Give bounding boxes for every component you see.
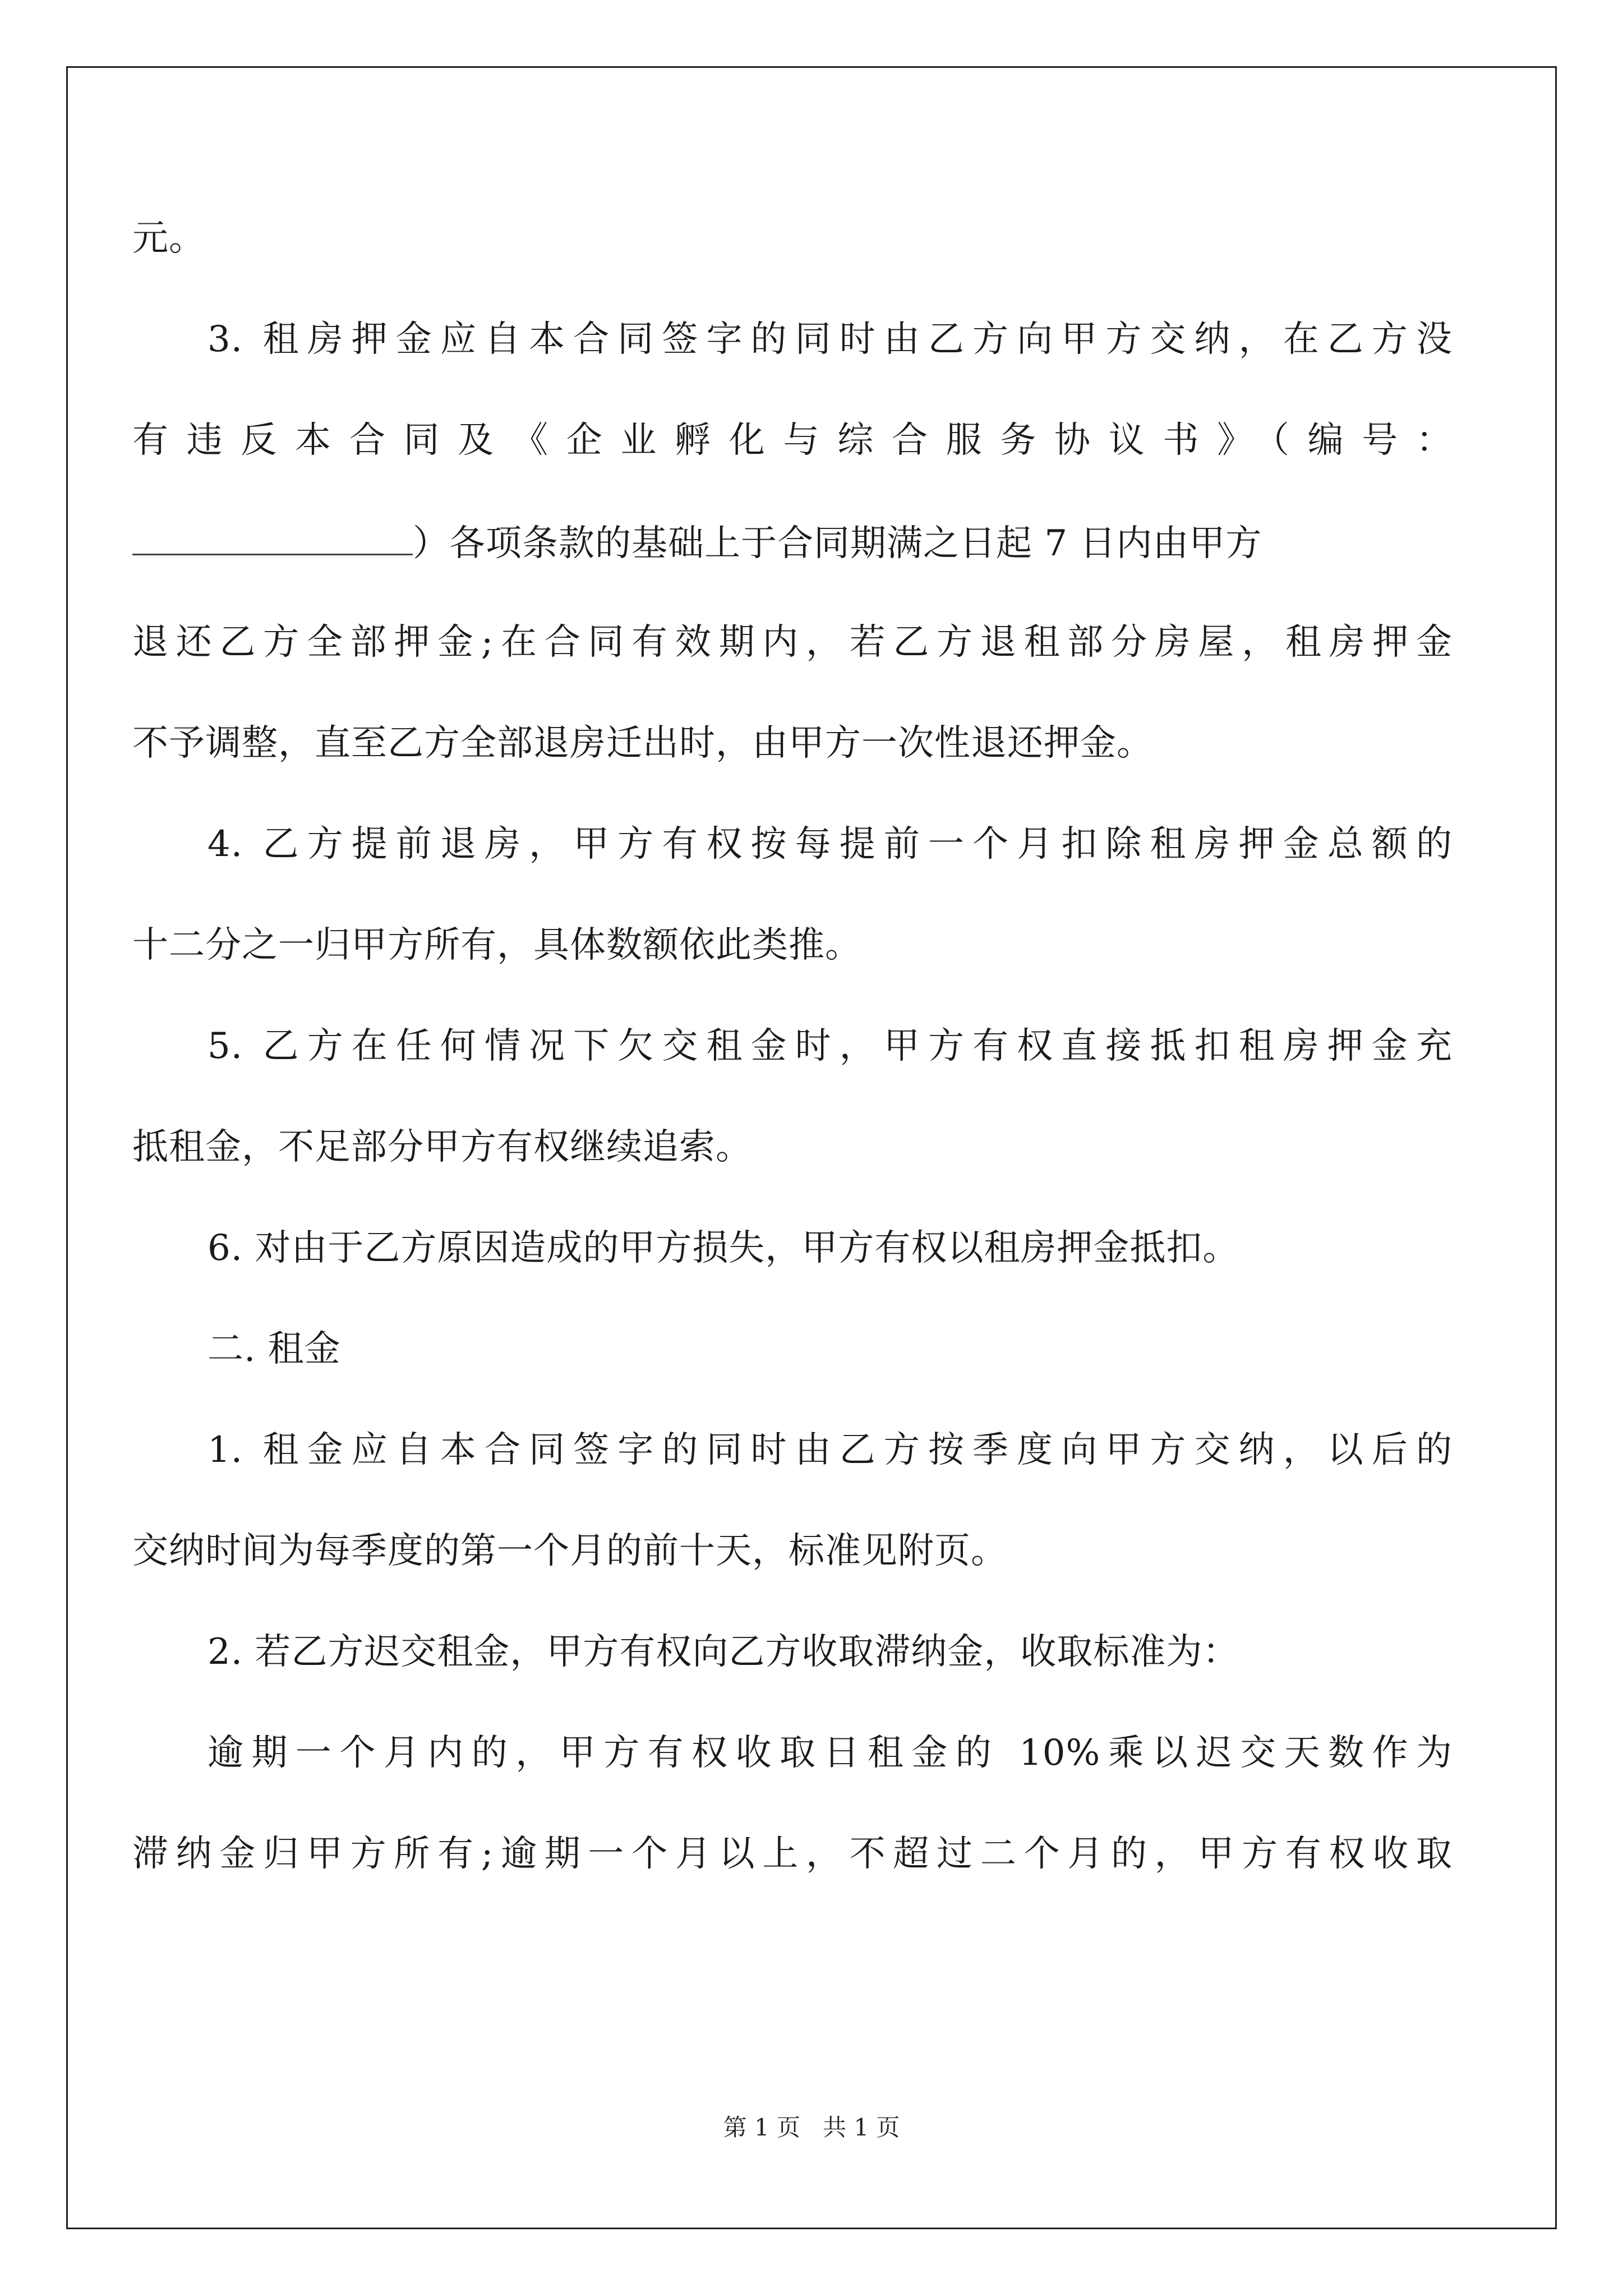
paragraph-3-line-3 (132, 519, 1490, 566)
paragraph-5-line-1: 5. 乙方在任何情况下欠交租金时，甲方有权直接抵扣租房押金充 (208, 1025, 1453, 1067)
page-footer (0, 2114, 1623, 2142)
paragraph-3-line-3-text: ）各项条款的基础上于合同期满之日起 7 日内由甲方 (413, 523, 1262, 564)
paragraph-3-line-5: 不予调整，直至乙方全部退房迁出时，由甲方一次性退还押金。 (132, 723, 1153, 764)
paragraph-4-line-1: 4. 乙方提前退房，甲方有权按每提前一个月扣除租房押金总额的 (208, 823, 1453, 865)
rent-paragraph-1-line-1: 1. 租金应自本合同签字的同时由乙方按季度向甲方交纳，以后的 (208, 1429, 1453, 1471)
rent-paragraph-1-line-2: 交纳时间为每季度的第一个月的前十天，标准见附页。 (132, 1530, 1007, 1572)
rent-paragraph-2-line-2: 逾期一个月内的，甲方有权收取日租金的 10%乘以迟交天数作为 (208, 1732, 1453, 1774)
text-line-1: 元。 (132, 218, 205, 259)
rent-paragraph-2-line-1: 2. 若乙方迟交租金，甲方有权向乙方收取滞纳金，收取标准为： (208, 1631, 1239, 1673)
section-heading-rent: 二. 租金 (208, 1328, 341, 1370)
paragraph-4-line-2: 十二分之一归甲方所有，具体数额依此类推。 (132, 924, 861, 966)
paragraph-3-line-4: 退还乙方全部押金;在合同有效期内，若乙方退租部分房屋，租房押金 (132, 622, 1453, 663)
paragraph-6-line-1: 6. 对由于乙方原因造成的甲方损失，甲方有权以租房押金抵扣。 (208, 1227, 1239, 1269)
rent-paragraph-2-line-3: 滞纳金归甲方所有;逾期一个月以上，不超过二个月的，甲方有权收取 (132, 1833, 1453, 1875)
paragraph-3-line-1: 3. 租房押金应自本合同签字的同时由乙方向甲方交纳，在乙方没 (208, 319, 1453, 360)
page-number-current: 第 1 页 (723, 2114, 800, 2141)
number-blank-line (132, 519, 413, 555)
paragraph-3-line-2: 有违反本合同及《企业孵化与综合服务协议书》（编号： (132, 420, 1453, 461)
paragraph-5-line-2: 抵租金，不足部分甲方有权继续追索。 (132, 1126, 752, 1168)
page-number-total: 共 1 页 (823, 2114, 900, 2141)
